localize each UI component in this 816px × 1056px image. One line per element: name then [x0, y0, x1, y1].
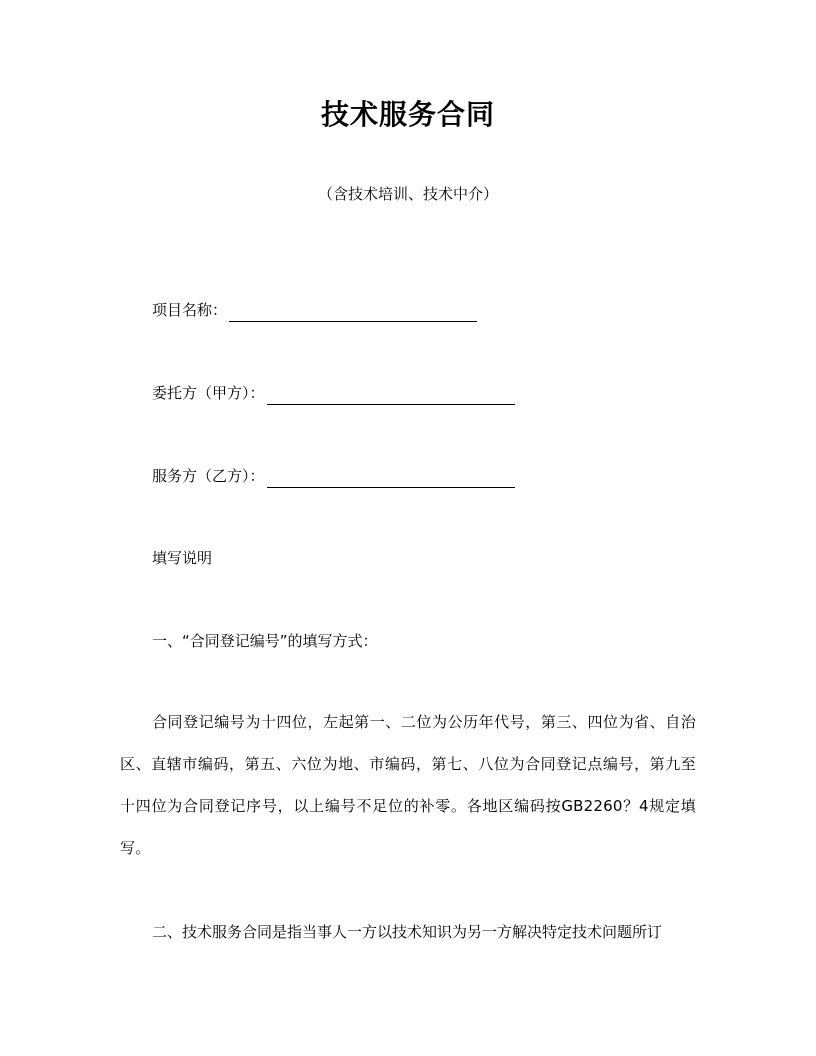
project-name-blank-line[interactable] [229, 301, 477, 322]
section-1-heading: 一、“合同登记编号”的填写方式： [152, 632, 378, 650]
provider-blank-line[interactable] [267, 467, 515, 488]
instructions-heading: 填写说明 [152, 549, 213, 567]
client-blank-line[interactable] [267, 384, 515, 405]
client-field [152, 381, 515, 405]
section-2-start: 二、技术服务合同是指当事人一方以技术知识为另一方解决特定技术问题所订 [152, 923, 663, 941]
document-subtitle: （含技术培训、技术中介） [317, 185, 498, 203]
document-title: 技术服务合同 [320, 98, 495, 131]
project-name-field [152, 298, 477, 322]
provider-label: 服务方（乙方）： [152, 467, 265, 485]
section-1-body: 合同登记编号为十四位，左起第一、二位为公历年代号，第三、四位为省、自治区、直辖市编码，第五、六位为地、市编码，第七、八位为合同登记点编号，第九至十四位为合同登记序号，以上编号不足位的补零。各地区编码按GB2260？4规定填写。 [120, 713, 696, 857]
provider-field [152, 464, 515, 488]
project-name-label: 项目名称： [152, 301, 228, 319]
client-label: 委托方（甲方）： [152, 384, 265, 402]
